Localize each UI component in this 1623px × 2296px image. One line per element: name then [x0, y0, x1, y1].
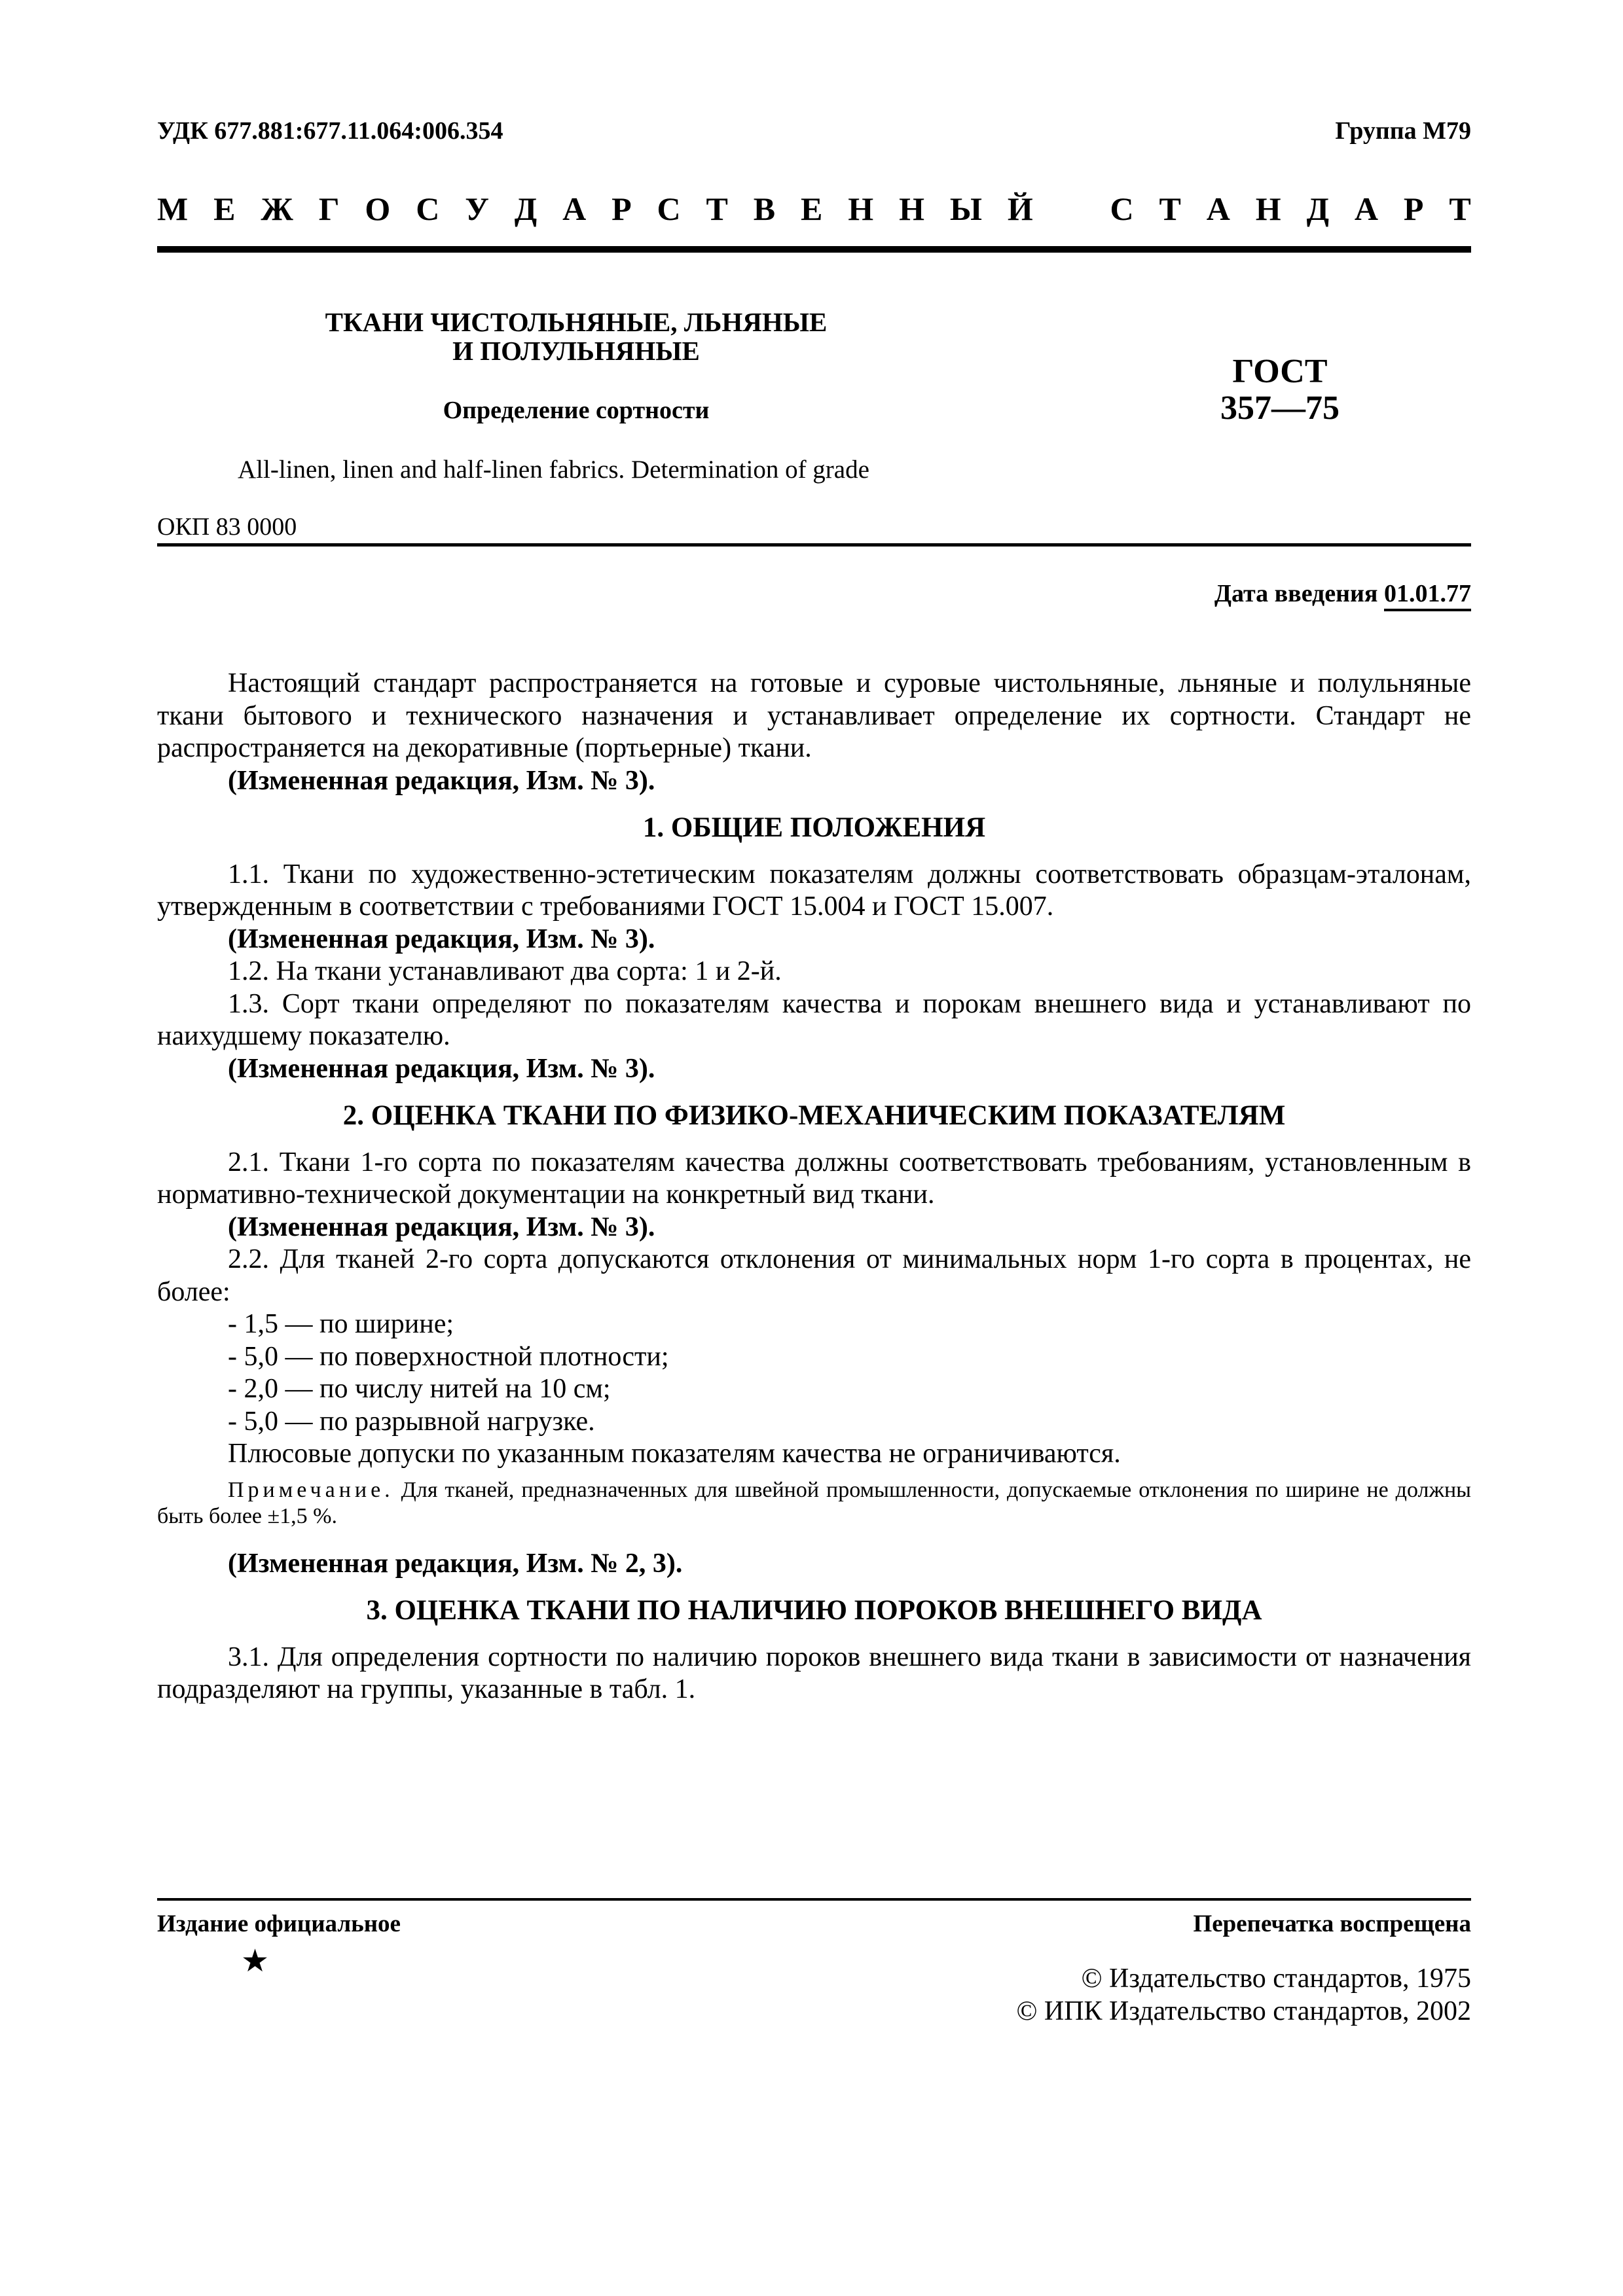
document-body [157, 668, 1471, 1706]
document-title [249, 308, 903, 365]
mezh-letter: С [416, 190, 440, 227]
copyright [1016, 1962, 1471, 2028]
mezh-letter: Н [848, 190, 874, 227]
note-label: Примечание. [228, 1477, 394, 1502]
mezh-letter: Р [611, 190, 632, 227]
udk-code: УДК 677.881:677.11.064:006.354 [157, 117, 503, 145]
list-item: - 2,0 — по числу нитей на 10 см; [228, 1374, 611, 1404]
amendment-note: (Измененная редакция, Изм. № 3). [228, 765, 655, 796]
clause-2-2: 2.2. Для тканей 2-го сорта допускаются отклонения от минимальных норм 1-го сорта в процентах, не более: [157, 1244, 1471, 1307]
clause-3-1: 3.1. Для определения сортности по наличию пороков внешнего вида ткани в зависимости от назначения подразделяют на группы, указанные в табл. 1. [157, 1641, 1471, 1704]
title-rule [157, 543, 1471, 547]
standart-letter: Н [1255, 190, 1281, 227]
standart-letter: Т [1159, 190, 1181, 227]
amendment-note: (Измененная редакция, Изм. № 2, 3). [228, 1548, 683, 1579]
star-icon: ★ [241, 1944, 270, 1979]
section-heading-3: 3. ОЦЕНКА ТКАНИ ПО НАЛИЧИЮ ПОРОКОВ ВНЕШНЕГО ВИДА [366, 1595, 1262, 1626]
mezh-letter: С [657, 190, 681, 227]
section-heading-2: 2. ОЦЕНКА ТКАНИ ПО ФИЗИКО-МЕХАНИЧЕСКИМ ПОКАЗАТЕЛЯМ [342, 1100, 1286, 1131]
standart-letter: Р [1403, 190, 1424, 227]
title-line-1: ТКАНИ ЧИСТОЛЬНЯНЫЕ, ЛЬНЯНЫЕ [325, 307, 828, 337]
mezh-letter: А [562, 190, 587, 227]
mezh-letter: О [365, 190, 391, 227]
mezh-letter: Д [514, 190, 538, 227]
copyright-line-2: © ИПК Издательство стандартов, 2002 [1016, 1996, 1471, 2026]
note-text: Для тканей, предназначенных для швейной промышленности, допускаемые отклонения по ширине не должны быть более ±1,5 %. [157, 1477, 1471, 1528]
clause-2-1: 2.1. Ткани 1-го сорта по показателям качества должны соответствовать требованиям, установленным в нормативно-технической документации на конкретный вид ткани. [157, 1147, 1471, 1210]
interstate-standard-heading [157, 190, 1471, 228]
amendment-note: (Измененная редакция, Изм. № 3). [228, 1211, 655, 1242]
intro-paragraph: Настоящий стандарт распространяется на готовые и суровые чистольняные, льняные и полульняные ткани бытового и технического назначения и устанавливает определение их сортности. Стандарт не распространяется на декоративные (портьерные) ткани. [157, 668, 1471, 763]
standart-letter: Т [1449, 190, 1471, 227]
clause-1-1: 1.1. Ткани по художественно-эстетическим показателям должны соответствовать образцам-эталонам, утвержденным в соответствии с требованиями ГОСТ 15.004 и ГОСТ 15.007. [157, 859, 1471, 922]
standart-letter: С [1110, 190, 1134, 227]
okp-code: ОКП 83 0000 [157, 513, 297, 541]
amendment-note: (Измененная редакция, Изм. № 3). [228, 924, 655, 954]
word-gap [1059, 190, 1085, 228]
standart-letter: А [1354, 190, 1378, 227]
standart-letter: А [1206, 190, 1230, 227]
list-item: - 5,0 — по разрывной нагрузке. [228, 1406, 595, 1437]
list-item: - 5,0 — по поверхностной плотности; [228, 1341, 669, 1372]
reprint-prohibited: Перепечатка воспрещена [1193, 1910, 1471, 1937]
title-line-2: И ПОЛУЛЬНЯНЫЕ [452, 336, 700, 366]
footer-rule [157, 1898, 1471, 1901]
copyright-line-1: © Издательство стандартов, 1975 [1081, 1964, 1471, 1994]
mezh-letter: Т [706, 190, 728, 227]
document-subtitle: Определение сортности [443, 397, 710, 424]
section-heading-1: 1. ОБЩИЕ ПОЛОЖЕНИЯ [642, 812, 986, 843]
mezh-letter: М [157, 190, 189, 227]
group-code: Группа М79 [1335, 117, 1471, 145]
clause-1-3: 1.3. Сорт ткани определяют по показателям качества и порокам внешнего вида и устанавливают по наихудшему показателю. [157, 988, 1471, 1051]
gost-label: ГОСТ [1232, 353, 1328, 390]
english-title: All-linen, linen and half-linen fabrics. Determination of grade [238, 456, 869, 484]
mezh-letter: Й [1007, 190, 1033, 227]
mezh-letter: Ж [261, 190, 293, 227]
gost-code: 357—75 [1220, 389, 1340, 427]
mezh-letter: Ы [949, 190, 982, 227]
mezh-letter: В [753, 190, 776, 227]
header-rule [157, 246, 1471, 253]
standart-letter: Д [1306, 190, 1329, 227]
list-item: - 1,5 — по ширине; [228, 1309, 454, 1339]
date-label: Дата введения [1214, 580, 1378, 607]
mezh-letter: Е [801, 190, 823, 227]
amendment-note: (Измененная редакция, Изм. № 3). [228, 1053, 655, 1084]
date-value: 01.01.77 [1384, 580, 1471, 611]
gost-number [1214, 353, 1345, 427]
plus-tolerance: Плюсовые допуски по указанным показателям качества не ограничиваются. [228, 1439, 1121, 1469]
clause-1-2: 1.2. На ткани устанавливают два сорта: 1 и 2-й. [228, 956, 782, 986]
mezh-letter: У [465, 190, 489, 227]
mezh-letter: Г [318, 190, 340, 227]
mezh-letter: Н [899, 190, 924, 227]
official-edition: Издание официальное [157, 1910, 401, 1937]
note [157, 1477, 1471, 1530]
introduction-date [1214, 579, 1471, 608]
mezh-letter: Е [213, 190, 236, 227]
